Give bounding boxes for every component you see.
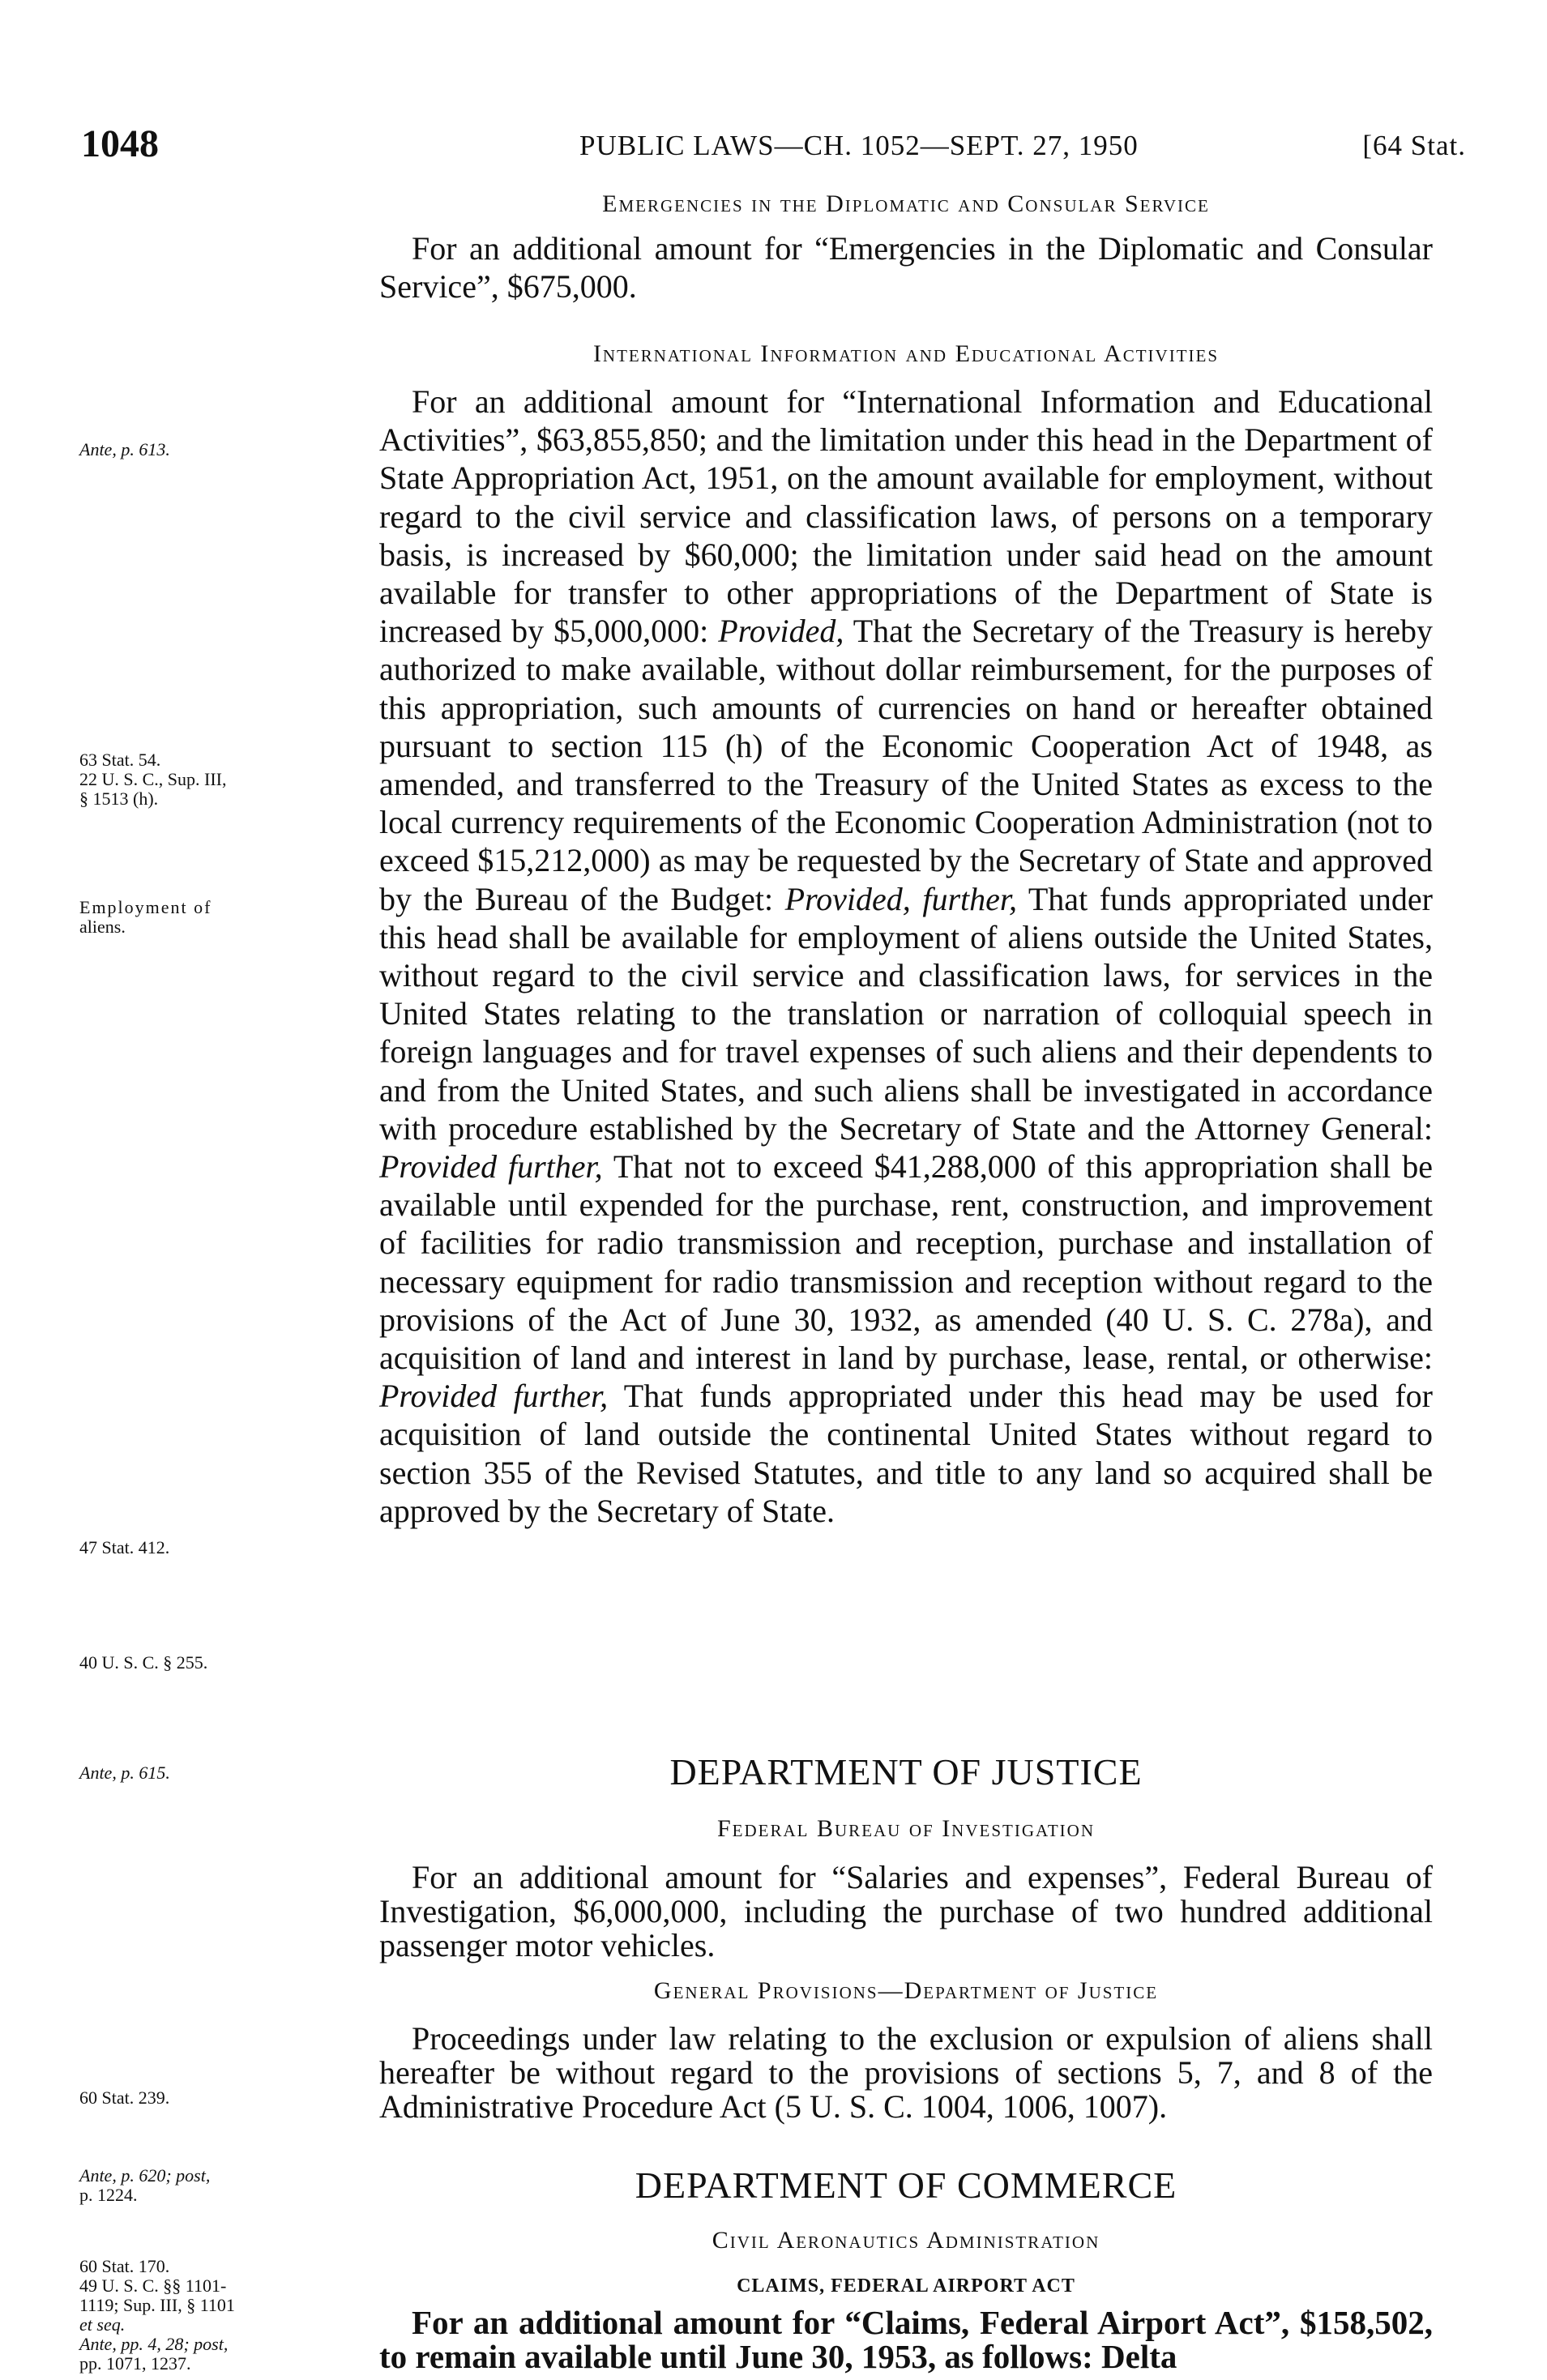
margin-note: Ante, pp. 4, 28; post, — [79, 2334, 229, 2354]
margin-note: 60 Stat. 239. — [79, 2087, 170, 2108]
margin-note: 40 U. S. C. § 255. — [79, 1652, 208, 1673]
margin-note: 22 U. S. C., Sup. III, — [79, 769, 227, 789]
running-head — [81, 122, 1466, 170]
margin-note: 1119; Sup. III, § 1101 — [79, 2295, 235, 2315]
paragraph: For an additional amount for “Emergencies in the Diplomatic and Consular Service”, $675,000. — [379, 230, 1433, 306]
page-number: 1048 — [81, 122, 159, 165]
paragraph: Proceedings under law relating to the exclusion or expulsion of aliens shall hereafter be without regard to the provisions of sections 5, 7, and 8 of the Administrative Procedure Act (5 U. S. C. 1004, 1006, 1007). — [379, 2020, 1433, 2125]
section-heading: Federal Bureau of Investigation — [717, 1815, 1095, 1842]
section-heading: General Provisions—Department of Justice — [653, 1977, 1159, 2004]
paragraph: For an additional amount for “International Information and Educational Activities”, $63,855,850; and the limitation under this head in the Department of State Appropriation Act, 1951, on the amount available for employment, without regard to the civil service and classification laws, of persons on a temporary basis, is increased by $60,000; the limitation under said head on the amount available for transfer to other appropriations of the Department of State is increased by $5,000,000: Provided, That the Secretary of the Treasury is hereby authorized to make available, without dollar reimbursement, for the purposes of this appropriation, such amounts of currencies on hand or hereafter obtained pursuant to section 115 (h) of the Economic Cooperation Act of 1948, as amended, and transferred to the Treasury of the United States as excess to the local currency requirements of the Economic Cooperation Administration (not to exceed $15,212,000) as may be requested by the Secretary of State and approved by the Bureau of the Budget: Provided, further, That funds appropriated under this head shall be available for employment of aliens outside the United States, without regard to the civil service and classification laws, for services in the United States relating to the translation or narration of colloquial speech in foreign languages and for travel expenses of such aliens and their dependents to and from the United States, and such aliens shall be investigated in accordance with procedure established by the Secretary of State and the Attorney General: Provided further, That not to exceed $41,288,000 of this appropriation shall be available until expended for the purchase, rent, construction, and improvement of facilities for radio transmission and reception, purchase and installation of necessary equipment for radio transmission and reception without regard to the provisions of the Act of June 30, 1932, as amended (40 U. S. C. 278a), and acquisition of land and interest in land by purchase, lease, rental, or otherwise: Provided further, That funds appropriated under this head may be used for acquisition of land outside the continental United States without regard to section 355 of the Revised Statutes, and title to any land so acquired shall be approved by the Secretary of State. — [379, 383, 1433, 1529]
margin-note: pp. 1071, 1237. — [79, 2353, 191, 2374]
margin-note: 60 Stat. 170. — [79, 2256, 170, 2276]
paragraph: For an additional amount for “Claims, Federal Airport Act”, $158,502, to remain available until June 30, 1953, as follows: Delta — [379, 2304, 1433, 2375]
department-heading: DEPARTMENT OF JUSTICE — [669, 1751, 1143, 1792]
department-heading: DEPARTMENT OF COMMERCE — [635, 2164, 1177, 2206]
running-title: PUBLIC LAWS—CH. 1052—SEPT. 27, 1950 — [579, 130, 1139, 161]
volume-reference: [64 Stat. — [1362, 130, 1466, 161]
margin-note: p. 1224. — [79, 2185, 138, 2205]
margin-note: et seq. — [79, 2314, 126, 2335]
margin-note: Ante, p. 615. — [79, 1763, 170, 1783]
margin-note: 47 Stat. 412. — [79, 1537, 170, 1557]
paragraph: For an additional amount for “Salaries and expenses”, Federal Bureau of Investigation, $6,000,000, including the purchase of two hundred additional passenger motor vehicles. — [379, 1859, 1433, 1963]
section-heading: Emergencies in the Diplomatic and Consular Service — [602, 190, 1210, 217]
subsection-heading: CLAIMS, FEDERAL AIRPORT ACT — [737, 2275, 1075, 2297]
margin-note: Employment of — [79, 897, 212, 917]
margin-note: 49 U. S. C. §§ 1101- — [79, 2275, 227, 2296]
section-heading: Civil Aeronautics Administration — [712, 2227, 1100, 2254]
margin-note: Ante, p. 620; post, — [79, 2165, 211, 2186]
margin-note: Ante, p. 613. — [79, 439, 170, 459]
margin-note: § 1513 (h). — [79, 788, 159, 809]
margin-note: 63 Stat. 54. — [79, 750, 161, 770]
section-heading: International Information and Educational Activities — [592, 340, 1220, 367]
margin-note: aliens. — [79, 917, 126, 937]
